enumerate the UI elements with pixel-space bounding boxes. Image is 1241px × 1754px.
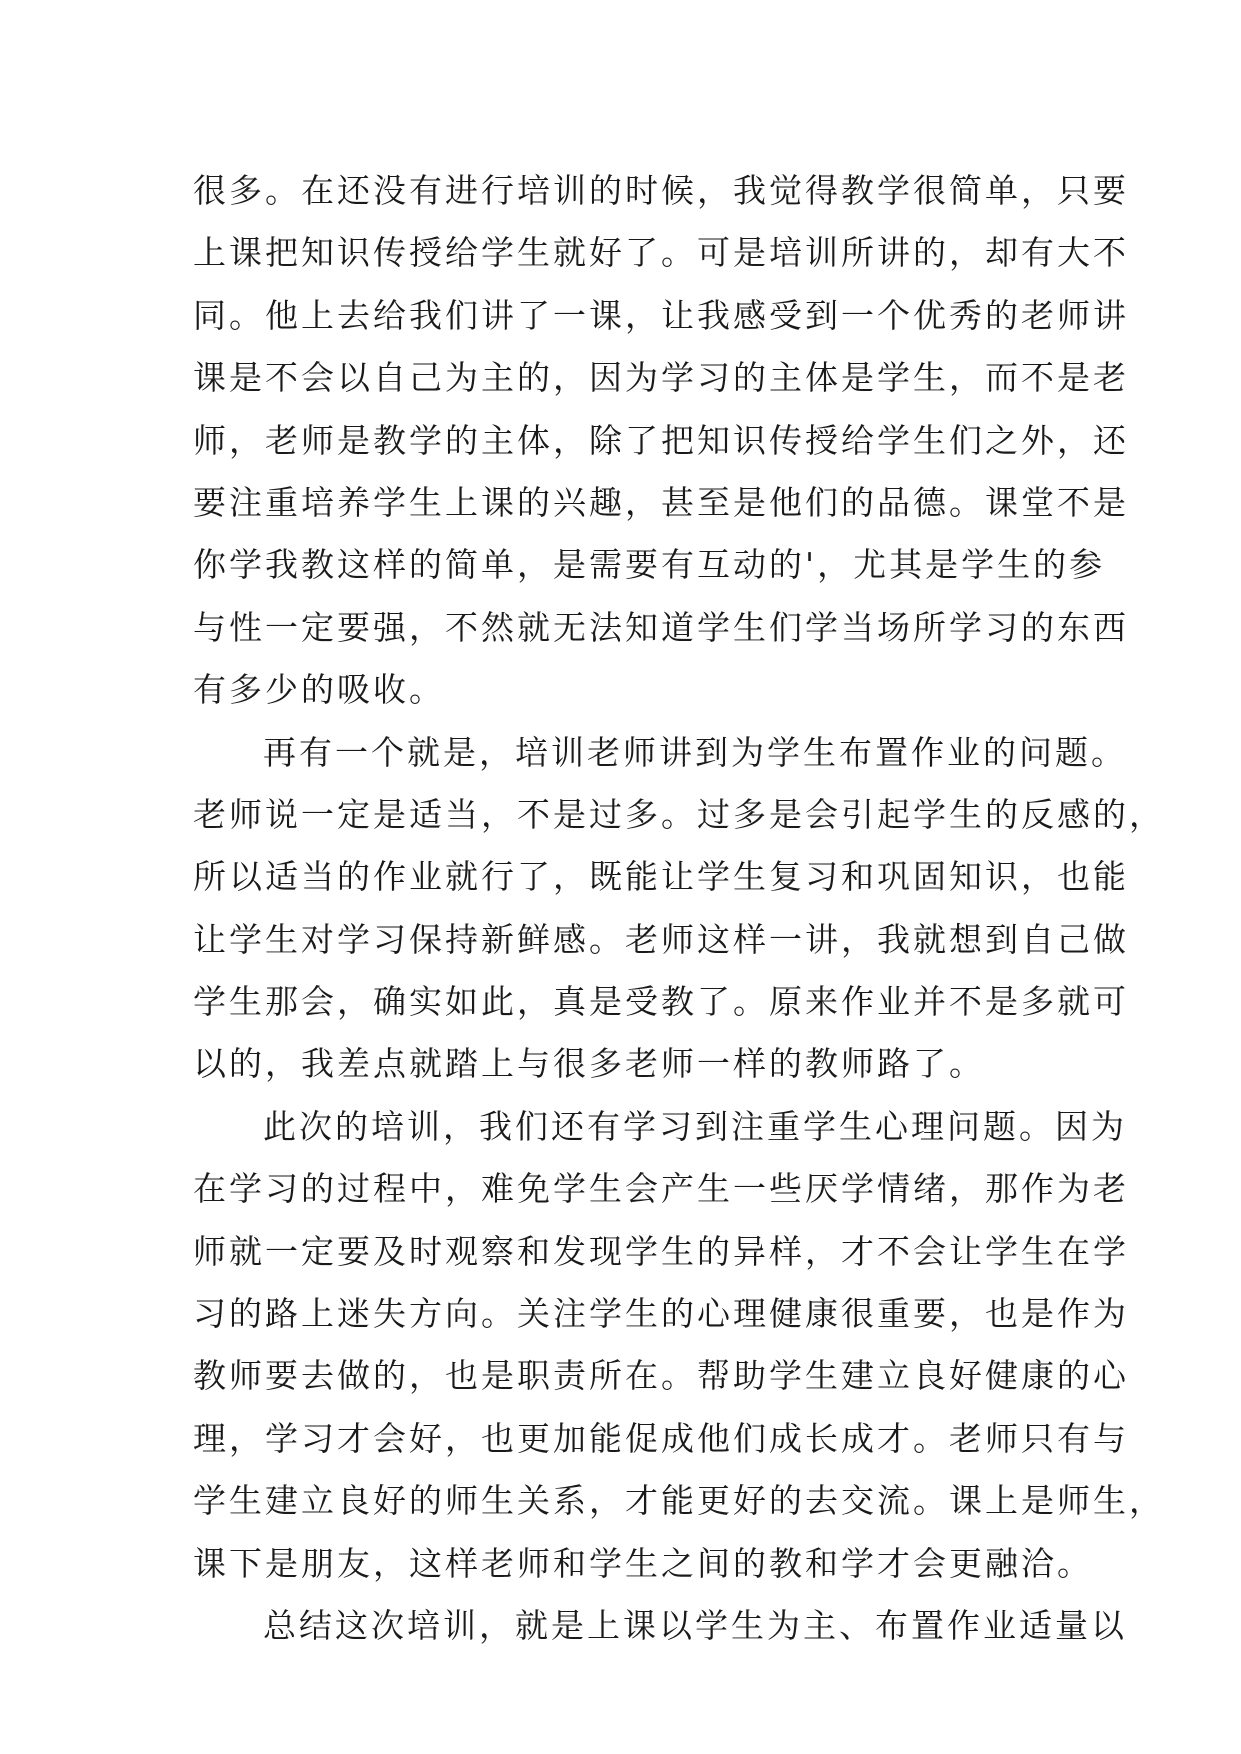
text-line: 很多。在还没有进行培训的时候，我觉得教学很简单，只要 [193,171,1129,210]
paragraph-first-line: 再有一个就是，培训老师讲到为学生布置作业的问题。 [263,732,1127,772]
text-line: 所以适当的作业就行了，既能让学生复习和巩固知识，也能 [193,857,1129,897]
text-line: 同。他上去给我们讲了一课，让我感受到一个优秀的老师讲 [193,295,1129,335]
text-line: 课下是朋友，这样老师和学生之间的教和学才会更融洽。 [193,1543,1093,1583]
text-line: 要注重培养学生上课的兴趣，甚至是他们的品德。课堂不是 [193,482,1129,522]
text-line: 老师说一定是适当，不是过多。过多是会引起学生的反感的， [193,794,1165,834]
text-line: 师就一定要及时观察和发现学生的异样，才不会让学生在学 [193,1231,1129,1271]
text-line: 学生建立良好的师生关系，才能更好的去交流。课上是师生， [193,1481,1165,1521]
text-line: 学生那会，确实如此，真是受教了。原来作业并不是多就可 [193,982,1129,1022]
text-line: 课是不会以自己为主的，因为学习的主体是学生，而不是老 [193,358,1129,398]
text-line: 有多少的吸收。 [193,670,445,710]
text-line: 教师要去做的，也是职责所在。帮助学生建立良好健康的心 [193,1356,1129,1396]
text-line: 上课把知识传授给学生就好了。可是培训所讲的，却有大不 [193,233,1129,273]
text-line: 师，老师是教学的主体，除了把知识传授给学生们之外，还 [193,420,1129,460]
text-line: 让学生对学习保持新鲜感。老师这样一讲，我就想到自己做 [193,919,1129,959]
text-line: 在学习的过程中，难免学生会产生一些厌学情绪，那作为老 [193,1169,1129,1209]
text-line: 与性一定要强，不然就无法知道学生们学当场所学习的东西 [193,607,1129,647]
paragraph-first-line: 总结这次培训，就是上课以学生为主、布置作业适量以 [263,1605,1127,1645]
text-line: 你学我教这样的简单，是需要有互动的'，尤其是学生的参 [193,545,1106,585]
text-line: 习的路上迷失方向。关注学生的心理健康很重要，也是作为 [193,1294,1129,1334]
text-line: 以的，我差点就踏上与很多老师一样的教师路了。 [193,1044,985,1084]
body-text [193,160,1165,1657]
text-line: 理，学习才会好，也更加能促成他们成长成才。老师只有与 [193,1418,1129,1458]
paragraph-first-line: 此次的培训，我们还有学习到注重学生心理问题。因为 [263,1106,1127,1146]
